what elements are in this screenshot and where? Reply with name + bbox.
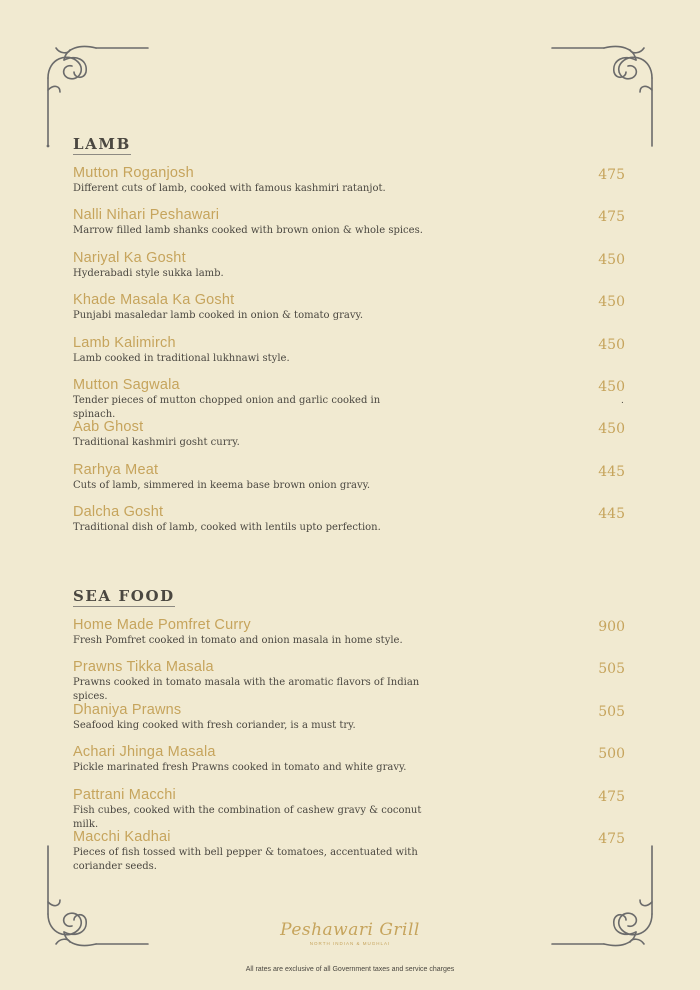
menu-item — [73, 743, 628, 785]
item-name: Dalcha Gosht — [73, 504, 164, 521]
menu-item — [73, 206, 628, 248]
item-price: 475 — [598, 830, 625, 847]
menu-item — [73, 249, 628, 291]
menu-item — [73, 376, 628, 418]
item-description: Cuts of lamb, simmered in keema base brown onion gravy. — [73, 479, 371, 491]
item-price: 475 — [598, 788, 625, 805]
item-description: Traditional kashmiri gosht curry. — [73, 437, 240, 449]
item-description: Prawns cooked in tomato masala with the aromatic flavors of Indian spices. — [73, 677, 420, 703]
item-description: Tender pieces of mutton chopped onion and garlic cooked in spinach. — [73, 394, 381, 420]
section-title-lamb: LAMB — [73, 135, 131, 153]
menu-item — [73, 828, 628, 870]
item-name: Macchi Kadhai — [73, 828, 171, 845]
item-price: 445 — [598, 506, 625, 523]
section-title-sea-food: SEA FOOD — [73, 587, 175, 605]
item-name: Mutton Sagwala — [73, 376, 180, 393]
item-name: Home Made Pomfret Curry — [73, 617, 251, 633]
stray-dot: . — [621, 395, 624, 406]
item-description: Punjabi masaledar lamb cooked in onion & tomato gravy. — [73, 310, 364, 322]
item-description: Lamb cooked in traditional lukhnawi style. — [73, 352, 290, 364]
item-price: 505 — [598, 703, 625, 720]
item-name: Prawns Tikka Masala — [73, 659, 214, 676]
item-price: 450 — [598, 336, 625, 353]
item-price: 450 — [598, 251, 625, 268]
menu-item — [73, 461, 628, 503]
sea-food-items — [73, 616, 628, 870]
item-price: 505 — [598, 661, 625, 678]
menu-item — [73, 418, 628, 460]
item-description: Traditional dish of lamb, cooked with lentils upto perfection. — [73, 522, 381, 534]
menu-item — [73, 503, 628, 545]
item-price: 450 — [598, 421, 625, 438]
item-name: Pattrani Macchi — [73, 786, 176, 803]
footer-note: All rates are exclusive of all Government taxes and service charges — [245, 966, 455, 973]
item-price: 445 — [598, 463, 625, 480]
item-description: Fresh Pomfret cooked in tomato and onion masala in home style. — [73, 635, 403, 646]
item-name: Aab Ghost — [73, 419, 144, 436]
menu-item — [73, 334, 628, 376]
item-name: Nalli Nihari Peshawari — [73, 207, 220, 224]
item-description: Pickle marinated fresh Prawns cooked in tomato and white gravy. — [73, 762, 407, 774]
corner-ornament-top-right — [546, 42, 658, 154]
item-description: Pieces of fish tossed with bell pepper & tomatoes, accentuated with coriander seeds. — [73, 846, 418, 872]
lamb-items — [73, 164, 628, 546]
item-description: Fish cubes, cooked with the combination of cashew gravy & coconut milk. — [73, 804, 422, 830]
menu-item — [73, 658, 628, 703]
logo-tagline: NORTH INDIAN & MUGHLAI — [309, 941, 391, 946]
item-description: Marrow filled lamb shanks cooked with brown onion & whole spices. — [73, 225, 423, 237]
item-name: Mutton Roganjosh — [73, 165, 194, 181]
menu-item — [73, 291, 628, 333]
item-price: 500 — [598, 746, 625, 763]
item-name: Achari Jhinga Masala — [73, 744, 216, 761]
item-name: Nariyal Ka Gosht — [73, 249, 186, 266]
menu-item — [73, 786, 628, 828]
menu-item — [73, 164, 628, 206]
item-name: Lamb Kalimirch — [73, 334, 176, 351]
item-price: 450 — [598, 378, 625, 395]
item-description: Different cuts of lamb, cooked with famous kashmiri ratanjot. — [73, 183, 386, 194]
item-price: 900 — [598, 619, 625, 635]
item-name: Dhaniya Prawns — [73, 701, 182, 718]
item-description: Hyderabadi style sukka lamb. — [73, 267, 224, 279]
logo-script: Peshawari Grill — [280, 920, 420, 940]
item-name: Khade Masala Ka Gosht — [73, 292, 235, 309]
menu-item — [73, 616, 628, 658]
item-price: 475 — [598, 209, 625, 226]
restaurant-logo — [0, 920, 700, 946]
menu-item — [73, 701, 628, 743]
item-description: Seafood king cooked with fresh coriander, is a must try. — [73, 719, 356, 731]
item-price: 475 — [598, 167, 625, 183]
item-price: 450 — [598, 294, 625, 311]
item-name: Rarhya Meat — [73, 461, 159, 478]
